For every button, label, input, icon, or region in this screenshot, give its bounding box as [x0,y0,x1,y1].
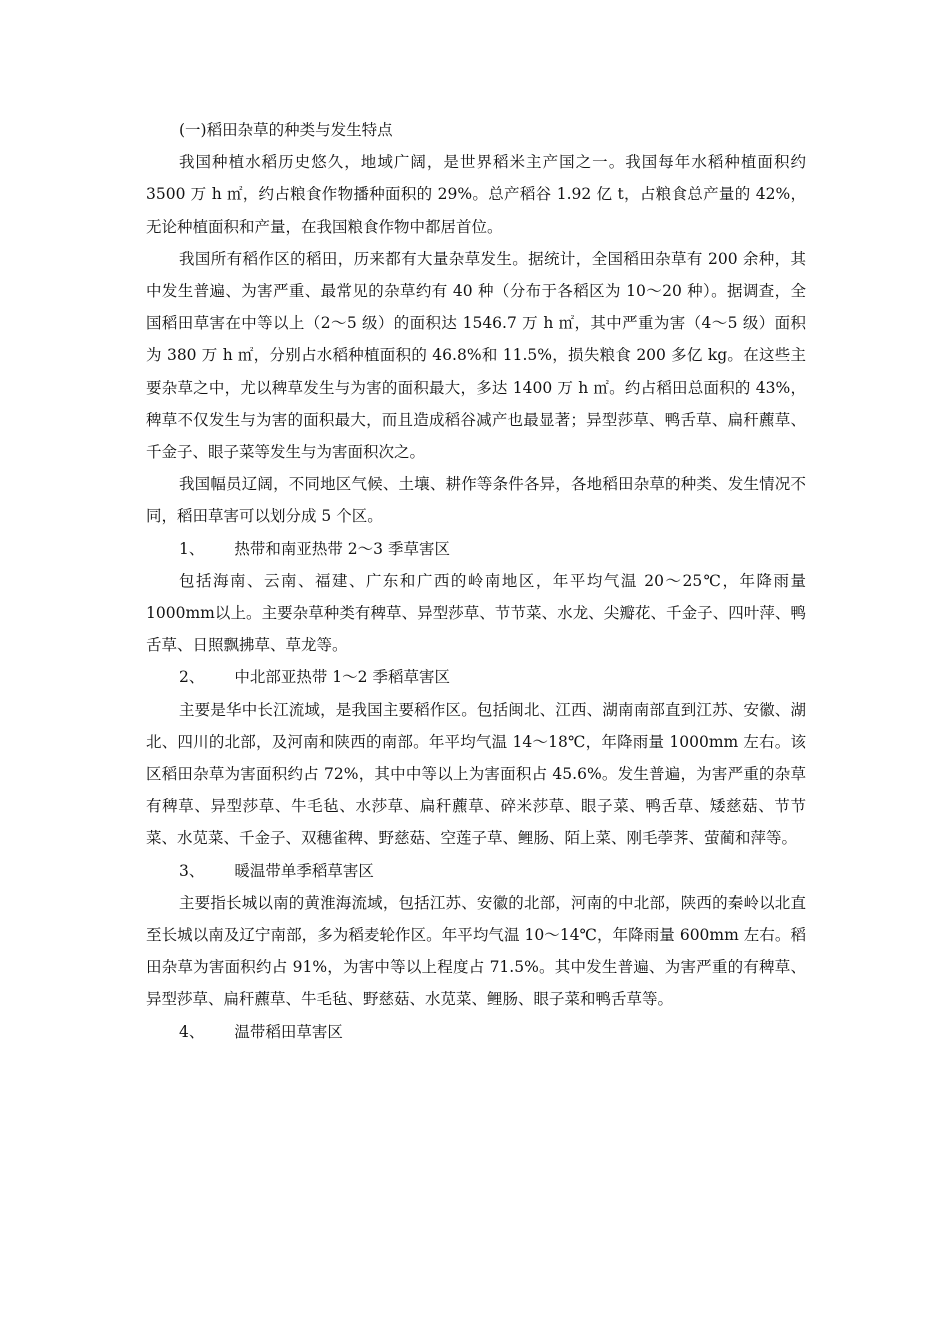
section-title: (一)稻田杂草的种类与发生特点 [179,121,393,139]
zone-number: 3、 [179,861,205,880]
zone-body-3: 主要指长城以南的黄淮海流域，包括江苏、安徽的北部，河南的中北部，陕西的秦岭以北直至长城以南及辽宁南部，多为稻麦轮作区。年平均气温 10～14℃，年降雨量 600mm 左右。稻田杂草为害面积约占 91%，为害中等以上程度占 71.5%。其中发生普遍、为害严重的有稗草、异型莎草、扁秆藨草、牛毛毡、野慈菇、水苋菜、鲤肠、眼子菜和鸭舌草等。 [146,893,806,1009]
zone-heading-1 [146,533,806,565]
zone-body-2: 主要是华中长江流域，是我国主要稻作区。包括闽北、江西、湖南南部直到江苏、安徽、湖北、四川的北部，及河南和陕西的南部。年平均气温 14～18℃，年降雨量 1000mm 左右。该区稻田杂草为害面积约占 72%，其中中等以上为害面积占 45.6%。发生普遍，为害严重的杂草有稗草、异型莎草、牛毛毡、水莎草、扁秆藨草、碎米莎草、眼子菜、鸭舌草、矮慈菇、节节菜、水苋菜、千金子、双穗雀稗、野慈菇、空莲子草、鲤肠、陌上菜、刚毛荸荠、萤蔺和萍等。 [146,700,806,848]
zone-number: 2、 [179,668,205,687]
zone-body-1: 包括海南、云南、福建、广东和广西的岭南地区，年平均气温 20～25℃，年降雨量 1000mm以上。主要杂草种类有稗草、异型莎草、节节菜、水龙、尖瓣花、千金子、四叶萍、鸭舌草、日照飘拂草、草龙等。 [146,571,806,655]
zone-title: 中北部亚热带 1～2 季稻草害区 [234,668,450,687]
paragraph-zone-intro: 我国幅员辽阔，不同地区气候、土壤、耕作等条件各异，各地稻田杂草的种类、发生情况不同，稻田草害可以划分成 5 个区。 [146,475,806,526]
zone-heading-4 [146,1016,806,1048]
zone-number: 1、 [179,539,205,558]
paragraph-weed-statistics: 我国所有稻作区的稻田，历来都有大量杂草发生。据统计，全国稻田杂草有 200 余种，其中发生普遍、为害严重、最常见的杂草约有 40 种（分布于各稻区为 10～20 种）。据调查，全国稻田草害在中等以上（2～5 级）的面积达 1546.7 万 h ㎡，其中严重为害（4～5 级）面积为 380 万 h ㎡，分别占水稻种植面积的 46.8%和 11.5%，损失粮食 200 多亿 kg。在这些主要杂草之中，尤以稗草发生与为害的面积最大，多达 1400 万 h ㎡。约占稻田总面积的 43%，稗草不仅发生与为害的面积最大，而且造成稻谷减产也最显著；异型莎草、鸭舌草、扁秆藨草、千金子、眼子菜等发生与为害面积次之。 [146,249,806,462]
paragraph-overview: 我国种植水稻历史悠久，地域广阔，是世界稻米主产国之一。我国每年水稻种植面积约3500 万 h ㎡，约占粮食作物播种面积的 29%。总产稻谷 1.92 亿 t，占粮食总产量的 42%，无论种植面积和产量，在我国粮食作物中都居首位。 [146,153,806,236]
zone-number: 4、 [179,1022,205,1041]
zone-title: 暖温带单季稻草害区 [234,861,374,880]
zone-heading-2 [146,661,806,693]
document-page [146,114,806,1048]
zone-title: 热带和南亚热带 2～3 季草害区 [234,539,450,558]
zone-heading-3 [146,855,806,887]
zone-title: 温带稻田草害区 [234,1022,343,1041]
